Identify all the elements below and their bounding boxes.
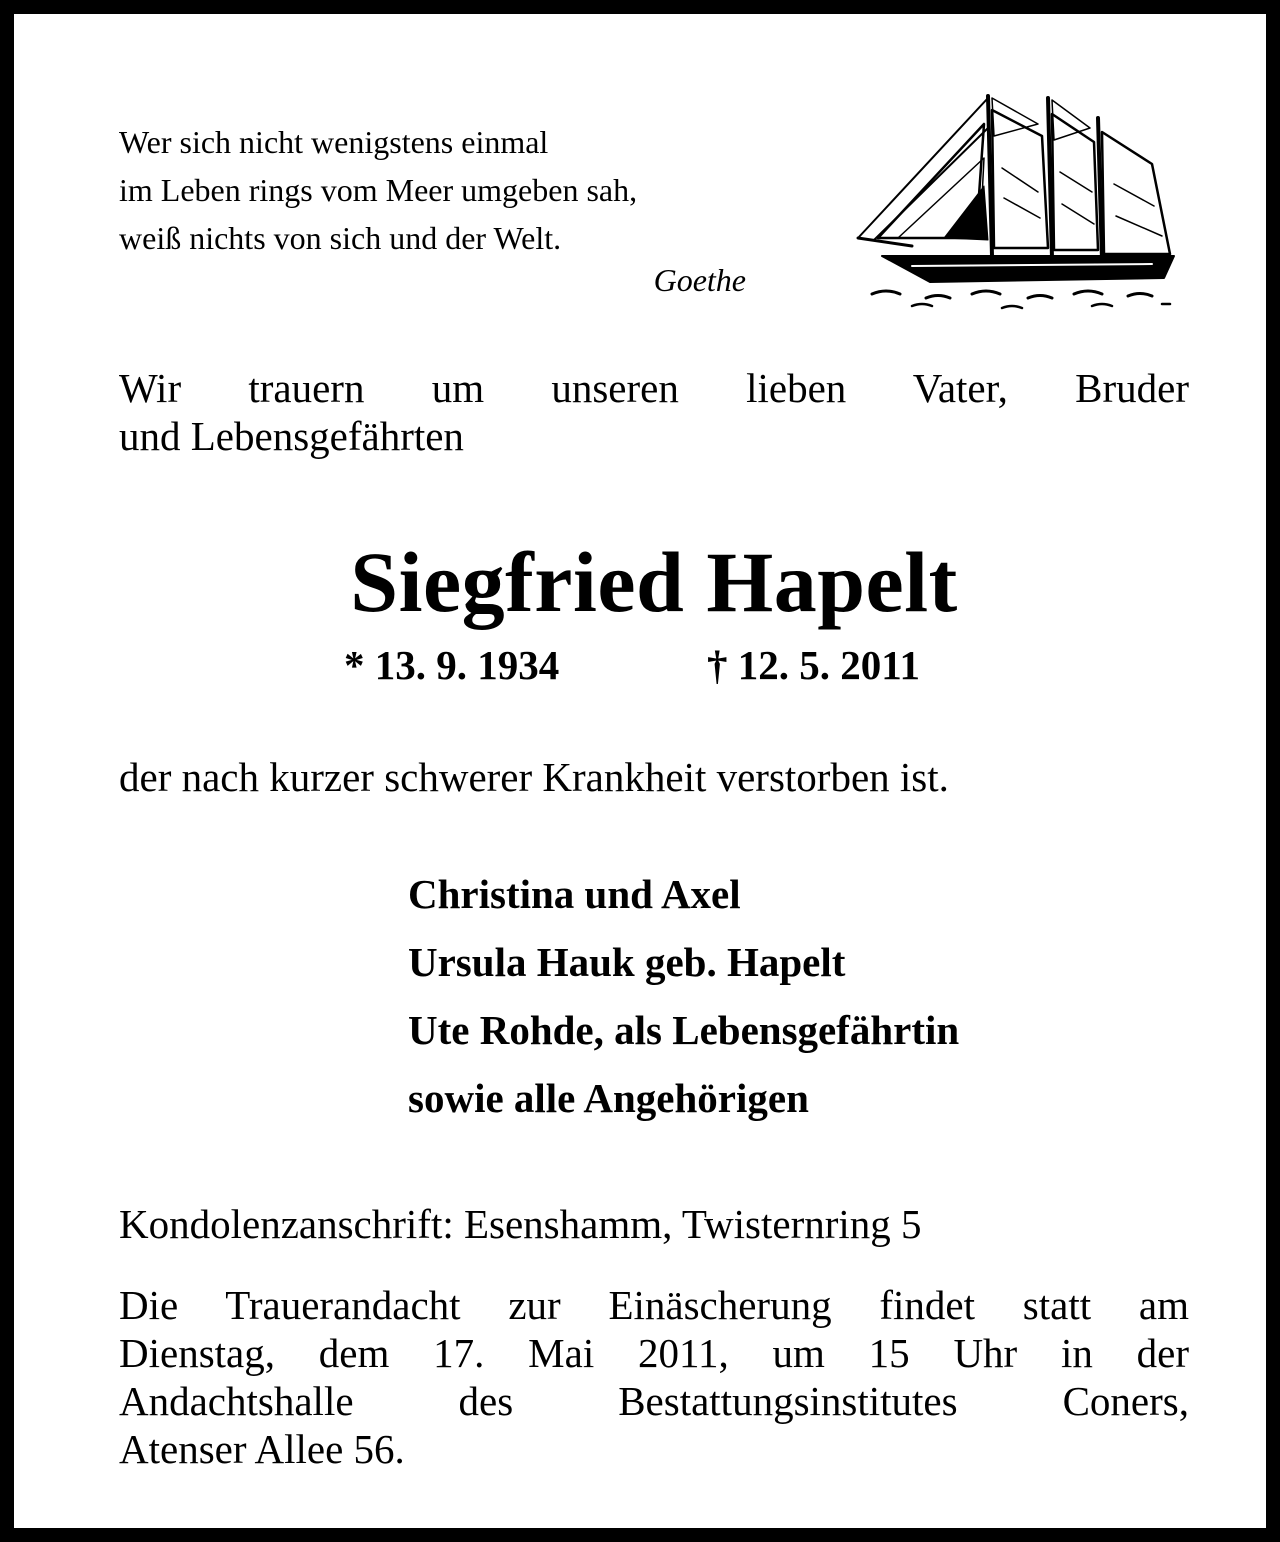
quote-line: im Leben rings vom Meer umgeben sah, xyxy=(119,172,638,208)
quote-line: Wer sich nicht wenigstens einmal xyxy=(119,124,549,160)
service-line: Atenser Allee 56. xyxy=(119,1426,405,1472)
mourners-list xyxy=(408,860,959,1132)
sailing-ship-icon xyxy=(852,88,1186,312)
quote xyxy=(119,118,637,262)
service-line: Andachtshalle des Bestattungsinstitutes Coners, xyxy=(119,1378,1189,1424)
intro-line: Wir trauern um unseren lieben Vater, Bruder xyxy=(119,365,1189,411)
service-info xyxy=(119,1281,1189,1473)
intro-line: und Lebensgefährten xyxy=(119,413,464,459)
mourner-line: sowie alle Angehörigen xyxy=(408,1075,809,1121)
mourner-line: Christina und Axel xyxy=(408,871,741,917)
intro-text xyxy=(119,364,1189,460)
birth-date: * 13. 9. 1934 xyxy=(344,642,560,688)
died-statement: der nach kurzer schwerer Krankheit verstorben ist. xyxy=(119,754,949,800)
condolence-address: Kondolenzanschrift: Esenshamm, Twisternring 5 xyxy=(119,1201,922,1247)
mourner-line: Ute Rohde, als Lebensgefährtin xyxy=(408,1007,960,1053)
deceased-name: Siegfried Hapelt xyxy=(350,534,958,630)
mourner-line: Ursula Hauk geb. Hapelt xyxy=(408,939,846,985)
service-line: Dienstag, dem 17. Mai 2011, um 15 Uhr in der xyxy=(119,1330,1189,1376)
service-line: Die Trauerandacht zur Einäscherung findet statt am xyxy=(119,1282,1189,1328)
quote-author: Goethe xyxy=(653,262,746,298)
quote-line: weiß nichts von sich und der Welt. xyxy=(119,220,562,256)
death-date: † 12. 5. 2011 xyxy=(707,642,920,688)
